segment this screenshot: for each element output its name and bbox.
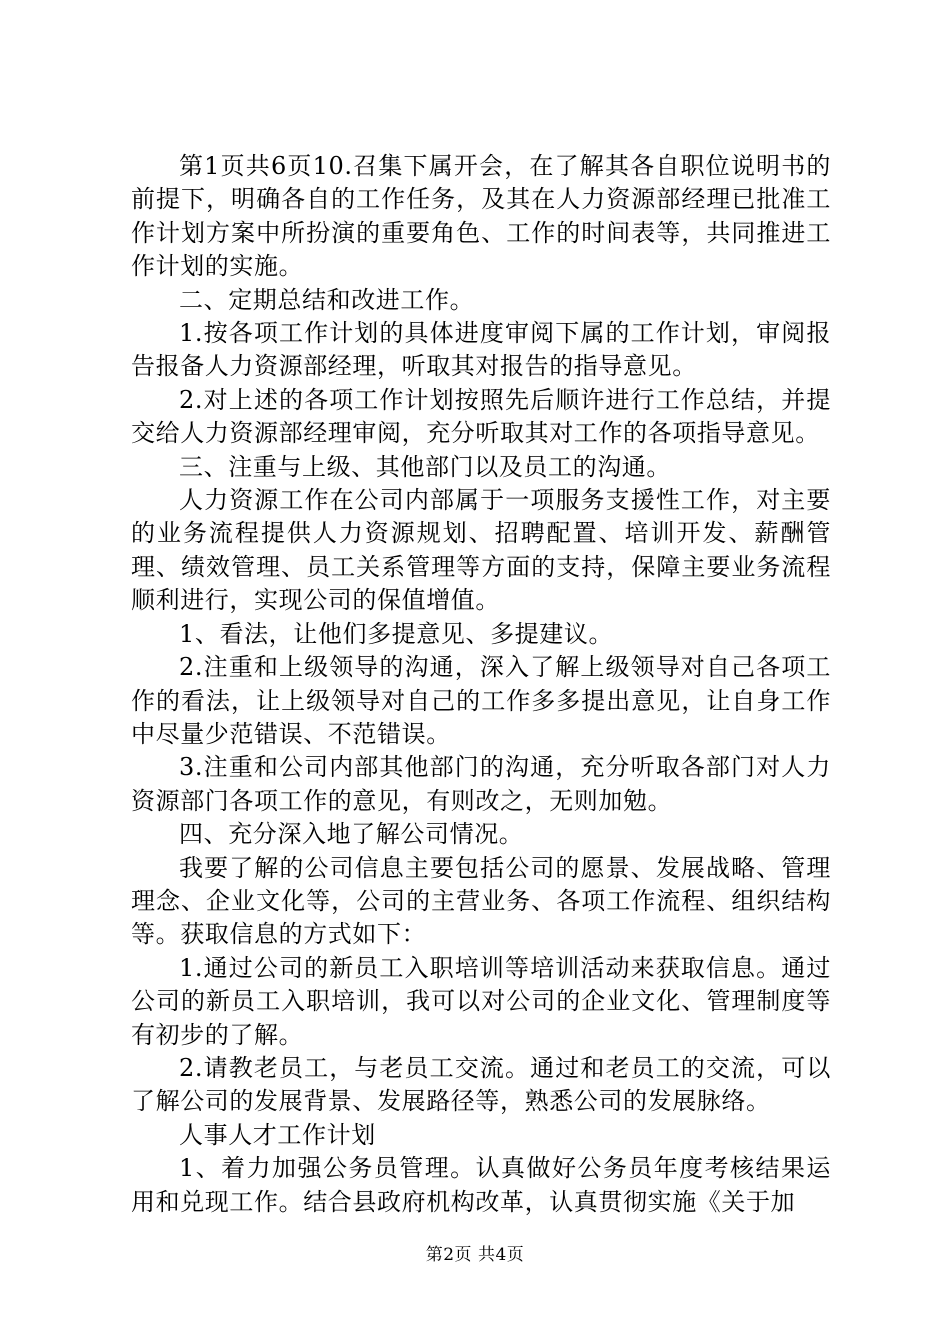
paragraph-1: 第1页共6页10.召集下属开会，在了解其各自职位说明书的前提下，明确各自的工作任务，及其在人力资源部经理已批准工作计划方案中所扮演的重要角色、工作的时间表等，共同推进工作计划的实施。 <box>131 152 831 281</box>
paragraph-hr-plan-1: 1、着力加强公务员管理。认真做好公务员年度考核结果运用和兑现工作。结合县政府机构改革，认真贯彻实施《关于加 <box>131 1154 831 1216</box>
paragraph-2-2: 2.对上述的各项工作计划按照先后顺许进行工作总结，并提交给人力资源部经理审阅，充分听取其对工作的各项指导意见。 <box>131 385 831 448</box>
paragraph-4-intro: 我要了解的公司信息主要包括公司的愿景、发展战略、管理理念、企业文化等，公司的主营业务、各项工作流程、组织结构等。获取信息的方式如下： <box>131 853 831 949</box>
paragraph-3-2: 2.注重和上级领导的沟通，深入了解上级领导对自己各项工作的看法，让上级领导对自己的工作多多提出意见，让自身工作中尽量少范错误、不范错误。 <box>131 653 831 748</box>
paragraph-2-1: 1.按各项工作计划的具体进度审阅下属的工作计划，审阅报告报备人力资源部经理，听取其对报告的指导意见。 <box>131 319 831 381</box>
heading-section-3: 三、注重与上级、其他部门以及员工的沟通。 <box>179 452 671 481</box>
paragraph-3-3: 3.注重和公司内部其他部门的沟通，充分听取各部门对人力资源部门各项工作的意见，有则改之，无则加勉。 <box>131 753 831 815</box>
heading-hr-plan: 人事人才工作计划 <box>179 1120 376 1149</box>
paragraph-3-intro: 人力资源工作在公司内部属于一项服务支援性工作，对主要的业务流程提供人力资源规划、招聘配置、培训开发、薪酬管理、绩效管理、员工关系管理等方面的支持，保障主要业务流程顺利进行，实现公司的保值增值。 <box>131 486 831 615</box>
paragraph-3-1: 1、看法，让他们多提意见、多提建议。 <box>179 619 614 648</box>
heading-section-2: 二、定期总结和改进工作。 <box>179 285 475 314</box>
paragraph-4-1: 1.通过公司的新员工入职培训等培训活动来获取信息。通过公司的新员工入职培训，我可以对公司的企业文化、管理制度等有初步的了解。 <box>131 953 831 1049</box>
paragraph-4-2: 2.请教老员工，与老员工交流。通过和老员工的交流，可以了解公司的发展背景、发展路径等，熟悉公司的发展脉络。 <box>131 1053 831 1116</box>
document-body <box>131 150 831 1219</box>
page-number-footer: 第2页 共4页 <box>425 1245 525 1265</box>
heading-section-4: 四、充分深入地了解公司情况。 <box>179 820 524 849</box>
